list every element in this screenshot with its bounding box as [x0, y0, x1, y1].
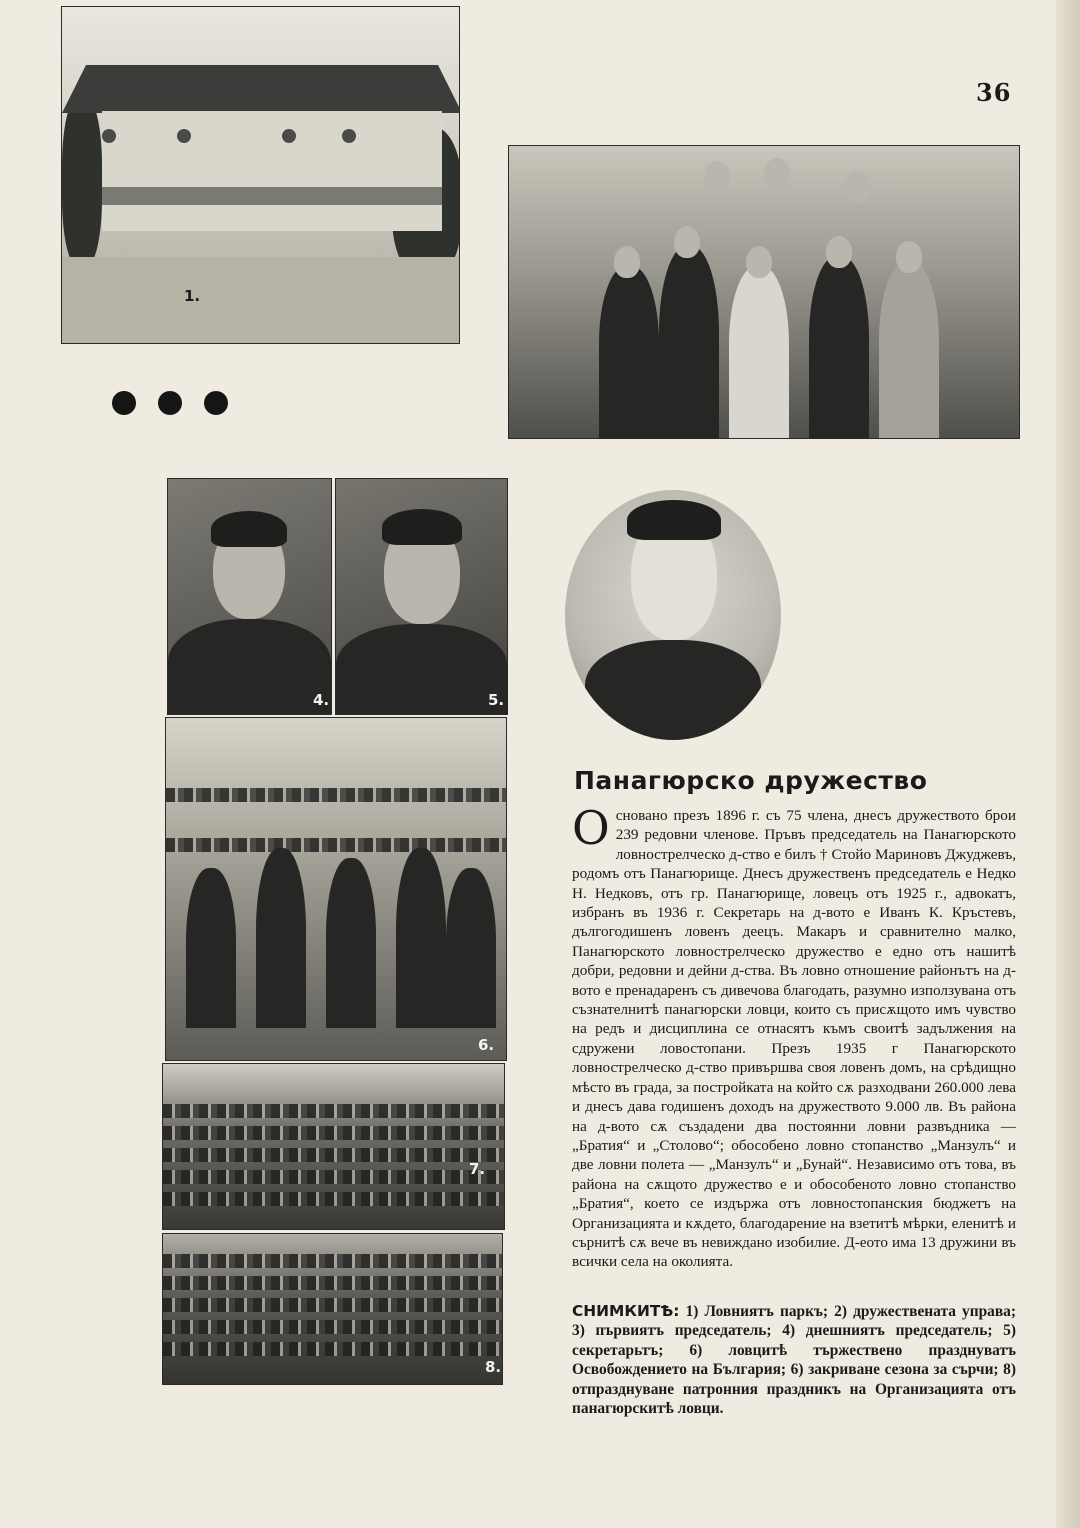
page-number: 36: [976, 78, 1012, 107]
person: [729, 266, 789, 438]
person-head: [674, 226, 700, 258]
photo-number: 5.: [488, 691, 505, 709]
photo-captions: [572, 1302, 1016, 1418]
decorative-dots: [112, 391, 228, 415]
building-wall: [102, 111, 442, 231]
crowd-row: [163, 1104, 504, 1118]
photo-hunters-liberation: [165, 717, 507, 1061]
portrait-torso: [336, 624, 507, 714]
building-porch: [102, 187, 442, 205]
photo-current-president: [167, 478, 332, 715]
captions-text: 1) Ловниятъ паркъ; 2) дружествената управа; 3) първиятъ председатель; 4) днешниятъ председатель; 5) секретарьтъ; 6) ловцитѣ тържествено празднуватъ Освобождението на България; 6) закриване сезона за сърчи; 8) отпразднуване патронния праздникъ на Организацията отъ панагюрскитѣ ловци.: [572, 1303, 1016, 1418]
hunter: [186, 868, 236, 1028]
portrait-hair: [627, 500, 721, 540]
dot: [112, 391, 136, 415]
photo-number: 8.: [485, 1358, 502, 1376]
article-body-text: сновано презъ 1896 г. съ 75 члена, днесъ дружеството брои 239 редовни членове. Пръвъ председатель на Панагюрското ловнострелческо д-ство е билъ † Стойо Мариновъ Джуджевъ, родомъ отъ Панагюрище. Днесъ дружественъ председатель е Недко Н. Недковъ, отъ гр. Панагюрище, ловецъ отъ 1925 г., адвокатъ, избранъ въ 1936 г. Секретарь на д-вото е Иванъ К. Кръстевъ, дългогодишенъ ловенъ деецъ. Макаръ и сравнително малко, Панагюрското ловнострелческо дружество е едно отъ нашитѣ добри, редовни и дейни д-ства. Въ ловно отношение районътъ на д-вото е пренадаренъ съ дивечова благодать, разумно използувана отъ съзнателнитѣ панагюрски ловци, които съ присѫщото имъ чувство на редъ и дисциплина се отнасятъ къмъ своитѣ задължения на сдружени ловостопани. Презъ 1935 г Панагюрското ловнострелческо д-ство привършва своя ловенъ домъ, на срѣдищно мѣсто въ града, за постройката на който сѫ разходвани 260.000 лева и днесъ дава годишенъ доходъ на дружеството 9.000 лв. Въ района на д-вото сѫ създадени два постоянни ловни развъдника — „Братия“ и „Столово“; обособено ловно стопанство „Манзулъ“ и две ловни полета — „Манзулъ“ и „Бунай“. Независимо отъ това, въ района на сѫщото дружество е и обособеното ловно стопанство „Братия“, което се издържа отъ ловностопанския бюджетъ на Организацията и кѫдето, благодарение на взетитѣ мѣрки, еленитѣ и сърнитѣ сѫ вече въ невиждано изобилие. Д-еото има 13 дружини въ всички села на околията.: [572, 807, 1016, 1271]
crowd-row: [163, 1254, 502, 1268]
photo-hunting-lodge: [61, 6, 460, 344]
building-roof: [62, 65, 460, 113]
crowd-row: [163, 1276, 502, 1290]
drop-cap: О: [572, 801, 610, 855]
photo-patron-holiday: [162, 1233, 503, 1385]
person: [879, 261, 939, 438]
crowd-row: [163, 1170, 504, 1184]
dot: [204, 391, 228, 415]
photo-number: 4.: [313, 691, 330, 709]
round-window: [177, 129, 191, 143]
hunter: [446, 868, 496, 1028]
hunter: [326, 858, 376, 1028]
person-head: [896, 241, 922, 273]
person: [599, 266, 659, 438]
hunter: [256, 848, 306, 1028]
tree-left: [62, 97, 102, 267]
photo-first-president: [565, 490, 781, 740]
crowd-row: [163, 1298, 502, 1312]
crowd-row: [163, 1320, 502, 1334]
photo-secretary: [335, 478, 508, 715]
photo-number: 1.: [184, 287, 201, 305]
article-title: Панагюрско дружество: [574, 766, 928, 795]
person-head: [704, 161, 730, 193]
round-window: [282, 129, 296, 143]
person-head: [746, 246, 772, 278]
crowd-row: [163, 1192, 504, 1206]
portrait-torso: [585, 640, 761, 740]
photo-number: 7.: [469, 1160, 486, 1178]
person: [809, 256, 869, 438]
crowd-row: [163, 1342, 502, 1356]
round-window: [102, 129, 116, 143]
person-head: [614, 246, 640, 278]
captions-label: СНИМКИТѢ:: [572, 1302, 680, 1320]
portrait-hair: [382, 509, 462, 545]
ground: [62, 257, 460, 344]
round-window: [342, 129, 356, 143]
hunters-row: [166, 838, 506, 852]
dot: [158, 391, 182, 415]
person-head: [826, 236, 852, 268]
photo-crowd-celebration: [162, 1063, 505, 1230]
photo-society-board: [508, 145, 1020, 439]
photo-number: 6.: [478, 1036, 495, 1054]
page-edge: [1056, 0, 1080, 1528]
hunter: [396, 848, 446, 1028]
portrait-hair: [211, 511, 287, 547]
crowd-row: [163, 1148, 504, 1162]
person: [659, 246, 719, 438]
hunters-row: [166, 788, 506, 802]
photo-number: 3.: [749, 700, 766, 718]
portrait-torso: [168, 619, 331, 714]
article-body: [572, 801, 1016, 1272]
person-head: [844, 171, 870, 203]
person-head: [764, 158, 790, 190]
crowd-row: [163, 1126, 504, 1140]
